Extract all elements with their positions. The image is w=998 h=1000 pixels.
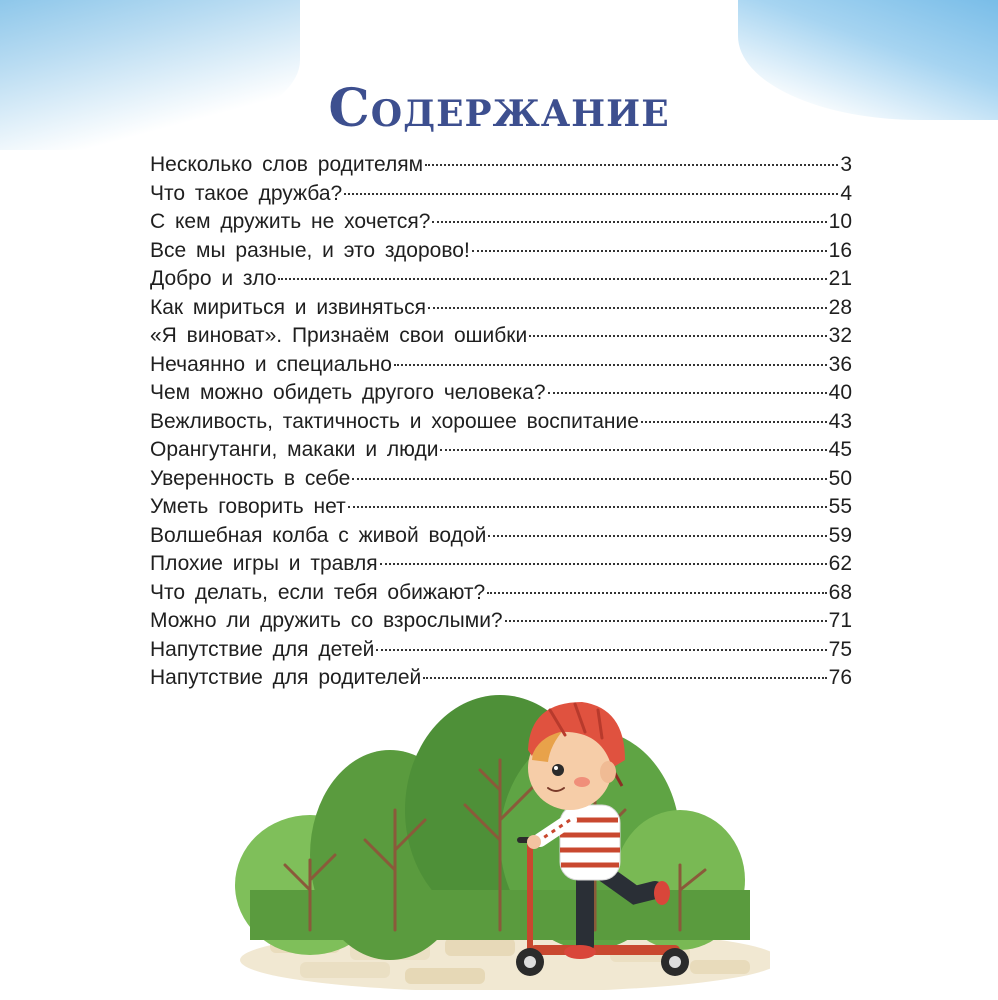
toc-entry-title: Вежливость, тактичность и хорошее воспитание	[150, 409, 639, 433]
toc-dot-leader	[432, 221, 826, 223]
toc-dot-leader	[425, 164, 838, 166]
toc-dot-leader	[380, 563, 827, 565]
toc-dot-leader	[529, 335, 826, 337]
toc-entry	[150, 353, 852, 382]
toc-entry-page-number: 36	[828, 352, 852, 376]
toc-entry-page-number: 50	[828, 466, 852, 490]
toc-entry-page-number: 55	[828, 495, 852, 518]
toc-dot-leader	[505, 620, 827, 622]
toc-entry-title: Волшебная колба с живой водой	[150, 523, 487, 547]
toc-dot-leader	[278, 278, 826, 280]
toc-entry	[150, 239, 852, 268]
toc-entry-title: Уметь говорить нет	[150, 495, 346, 518]
toc-dot-leader	[428, 307, 827, 309]
toc-entry-title: Что такое дружба?	[150, 181, 343, 205]
toc-dot-leader	[488, 535, 826, 537]
toc-entry-page-number: 10	[828, 210, 852, 233]
toc-entry	[150, 438, 852, 467]
toc-entry-title: Уверенность в себе	[150, 466, 351, 490]
page-title: Содержание	[328, 78, 670, 139]
toc-entry	[150, 609, 852, 638]
toc-entry-title: С кем дружить не хочется?	[150, 210, 431, 233]
toc-entry-title: Добро и зло	[150, 267, 277, 290]
toc-dot-leader	[440, 449, 826, 451]
toc-entry-title: Можно ли дружить со взрослыми?	[150, 609, 503, 632]
toc-entry-title: Нечаянно и специально	[150, 352, 392, 376]
toc-entry	[150, 324, 852, 353]
toc-entry-page-number: 28	[828, 295, 852, 319]
toc-entry	[150, 581, 852, 610]
toc-entry-page-number: 75	[828, 637, 852, 661]
toc-dot-leader	[376, 649, 826, 651]
toc-entry-title: Все мы разные, и это здорово!	[150, 238, 470, 262]
toc-dot-leader	[487, 592, 826, 594]
toc-entry-title: Что делать, если тебя обижают?	[150, 580, 486, 604]
toc-entry	[150, 210, 852, 239]
toc-entry-title: Чем можно обидеть другого человека?	[150, 381, 546, 404]
toc-dot-leader	[344, 193, 838, 195]
toc-entry-page-number: 32	[828, 324, 852, 347]
toc-entry-page-number: 45	[828, 438, 852, 461]
toc-entry	[150, 638, 852, 667]
toc-entry-page-number: 43	[828, 409, 852, 433]
toc-entry-page-number: 4	[840, 181, 852, 205]
toc-dot-leader	[352, 478, 826, 480]
toc-entry-page-number: 16	[828, 238, 852, 262]
toc-entry-title: «Я виноват». Признаём свои ошибки	[150, 324, 528, 347]
toc-entry-title: Напутствие для родителей	[150, 666, 422, 689]
toc-entry	[150, 381, 852, 410]
toc-entry	[150, 552, 852, 581]
toc-dot-leader	[548, 392, 827, 394]
bushes	[235, 695, 750, 960]
toc-entry-page-number: 62	[828, 552, 852, 575]
toc-entry-page-number: 40	[828, 381, 852, 404]
toc-entry-page-number: 3	[840, 153, 852, 176]
toc-entry	[150, 296, 852, 325]
toc-dot-leader	[348, 506, 827, 508]
boy-on-scooter-illustration	[230, 690, 770, 990]
toc-entry-page-number: 21	[828, 267, 852, 290]
toc-dot-leader	[423, 677, 826, 679]
toc-dot-leader	[472, 250, 827, 252]
toc-entry	[150, 495, 852, 524]
toc-entry	[150, 410, 852, 439]
table-of-contents	[150, 153, 852, 695]
toc-entry	[150, 153, 852, 182]
toc-entry-title: Орангутанги, макаки и люди	[150, 438, 439, 461]
toc-entry-title: Как мириться и извиняться	[150, 295, 426, 319]
toc-entry-title: Несколько слов родителям	[150, 153, 424, 176]
toc-entry-title: Плохие игры и травля	[150, 552, 378, 575]
toc-entry-title: Напутствие для детей	[150, 637, 375, 661]
toc-entry-page-number: 76	[828, 666, 852, 689]
toc-entry	[150, 267, 852, 296]
toc-dot-leader	[394, 364, 827, 366]
toc-entry-page-number: 68	[828, 580, 852, 604]
toc-dot-leader	[641, 421, 827, 423]
toc-entry-page-number: 59	[828, 523, 852, 547]
toc-entry	[150, 524, 852, 553]
toc-entry-page-number: 71	[828, 609, 852, 632]
toc-entry	[150, 182, 852, 211]
toc-entry	[150, 467, 852, 496]
